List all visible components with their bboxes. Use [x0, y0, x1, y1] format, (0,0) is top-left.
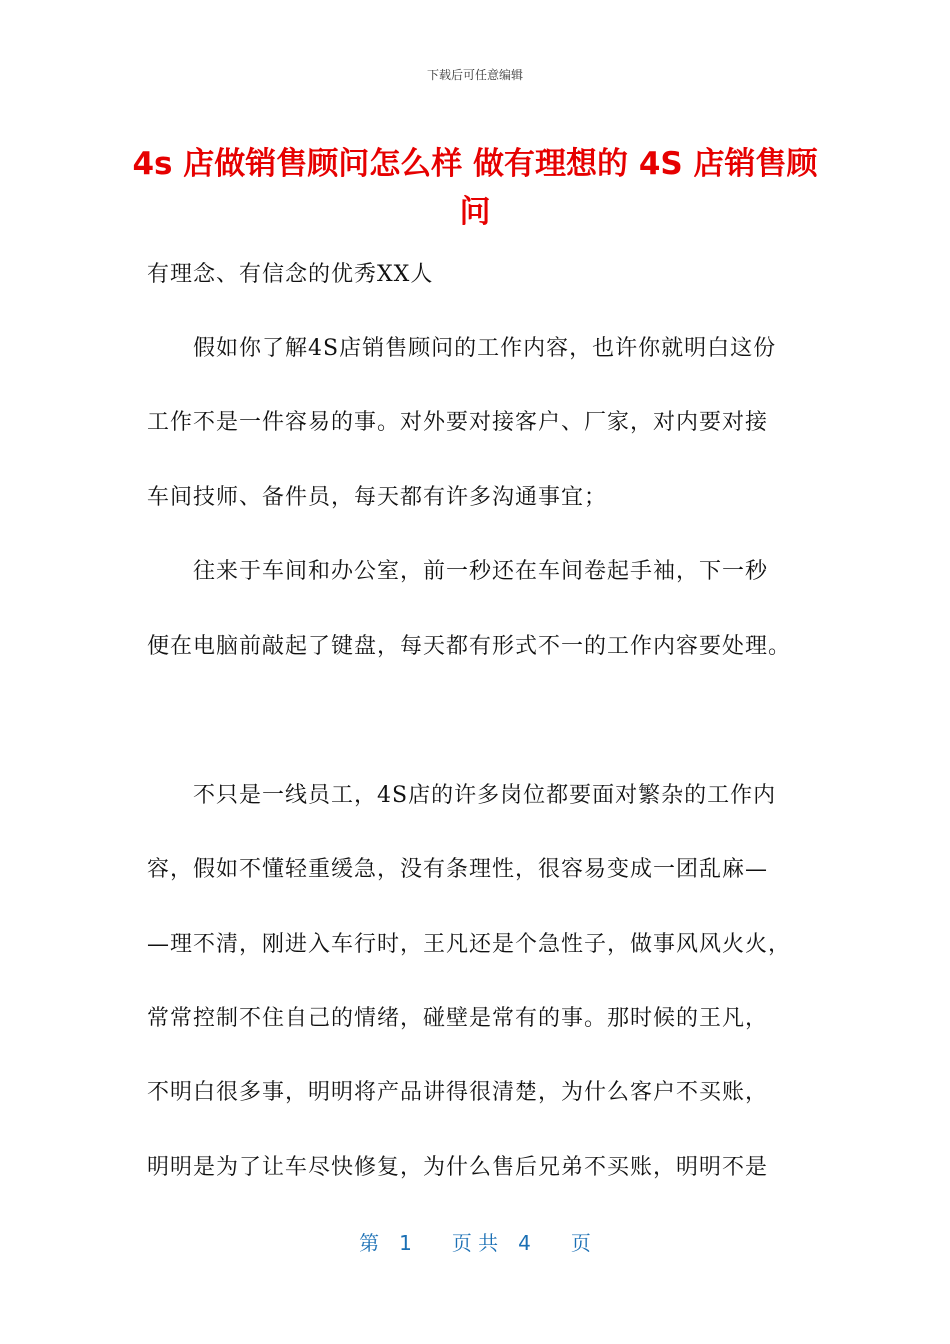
- document-title: 4s 店做销售顾问怎么样 做有理想的 4S 店销售顾问: [132, 146, 818, 230]
- body-line-6: 便在电脑前敲起了键盘，每天都有形式不一的工作内容要处理。: [147, 634, 792, 659]
- body-line-7: 不只是一线员工，4S店的许多岗位都要面对繁杂的工作内: [147, 783, 777, 808]
- body-line-9: —理不清，刚进入车行时，王凡还是个急性子，做事风风火火，: [147, 932, 792, 957]
- header-note: 下载后可任意编辑: [426, 68, 523, 82]
- body-line-8: 容，假如不懂轻重缓急，没有条理性，很容易变成一团乱麻—: [147, 857, 769, 882]
- body-line-3: 工作不是一件容易的事。对外要对接客户、厂家，对内要对接: [147, 410, 769, 435]
- body-line-2: 假如你了解4S店销售顾问的工作内容，也许你就明白这份: [147, 336, 777, 361]
- body-line-12: 明明是为了让车尽快修复，为什么售后兄弟不买账，明明不是: [147, 1155, 769, 1180]
- body-line-5: 往来于车间和办公室，前一秒还在车间卷起手袖，下一秒: [147, 559, 769, 584]
- page-footer: 第 1 页 共 4 页: [359, 1231, 591, 1255]
- body-line-4: 车间技师、备件员，每天都有许多沟通事宜；: [147, 485, 608, 510]
- body-line-10: 常常控制不住自己的情绪，碰壁是常有的事。那时候的王凡，: [147, 1006, 769, 1031]
- body-line-1: 有理念、有信念的优秀XX人: [147, 262, 434, 287]
- body-line-11: 不明白很多事，明明将产品讲得很清楚，为什么客户不买账，: [147, 1080, 769, 1105]
